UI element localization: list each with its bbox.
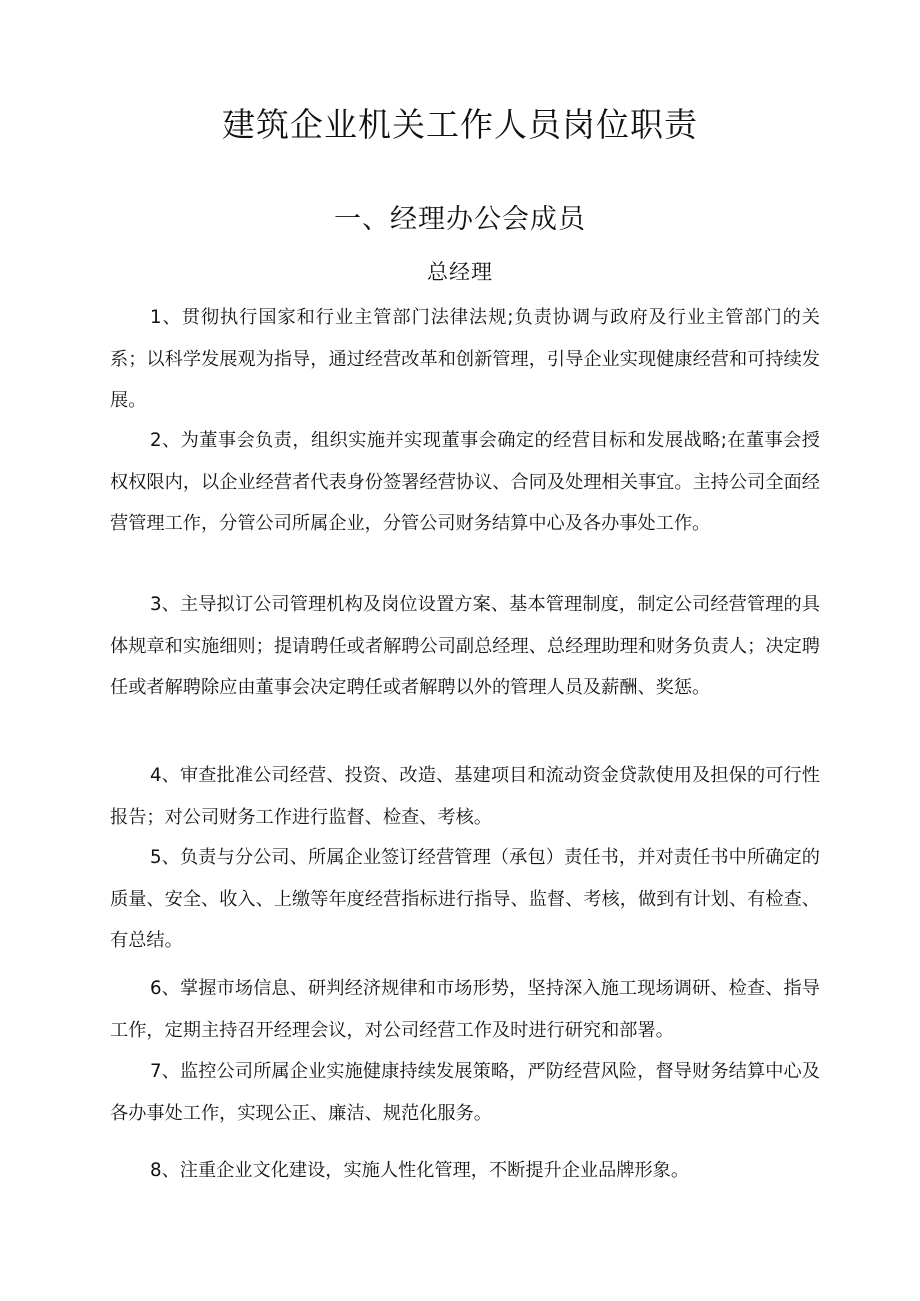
duty-item-1: 1、贯彻执行国家和行业主管部门法律法规;负责协调与政府及行业主管部门的关系；以科学发展观为指导，通过经营改革和创新管理，引导企业实现健康经营和可持续发展。 bbox=[110, 307, 820, 411]
document-title: 建筑企业机关工作人员岗位职责 bbox=[222, 105, 698, 144]
duty-item-8: 8、注重企业文化建设，实施人性化管理，不断提升企业品牌形象。 bbox=[150, 1160, 690, 1181]
duty-item-2: 2、为董事会负责，组织实施并实现董事会确定的经营目标和发展战略;在董事会授权权限内，以企业经营者代表身份签署经营协议、合同及处理相关事宜。主持公司全面经营管理工作，分管公司所属企业，分管公司财务结算中心及各办事处工作。 bbox=[110, 430, 820, 534]
duty-item-4: 4、审查批准公司经营、投资、改造、基建项目和流动资金贷款使用及担保的可行性报告；对公司财务工作进行监督、检查、考核。 bbox=[110, 765, 820, 828]
section-title: 一、经理办公会成员 bbox=[334, 204, 586, 235]
role-title: 总经理 bbox=[427, 260, 493, 284]
duty-item-6: 6、掌握市场信息、研判经济规律和市场形势，坚持深入施工现场调研、检查、指导工作，定期主持召开经理会议，对公司经营工作及时进行研究和部署。 bbox=[110, 978, 820, 1041]
duty-item-7: 7、监控公司所属企业实施健康持续发展策略，严防经营风险，督导财务结算中心及各办事处工作，实现公正、廉洁、规范化服务。 bbox=[110, 1061, 820, 1124]
duty-item-5: 5、负责与分公司、所属企业签订经营管理（承包）责任书，并对责任书中所确定的质量、安全、收入、上缴等年度经营指标进行指导、监督、考核，做到有计划、有检查、有总结。 bbox=[110, 847, 820, 951]
duty-item-3: 3、主导拟订公司管理机构及岗位设置方案、基本管理制度，制定公司经营管理的具体规章和实施细则；提请聘任或者解聘公司副总经理、总经理助理和财务负责人；决定聘任或者解聘除应由董事会决定聘任或者解聘以外的管理人员及薪酬、奖惩。 bbox=[110, 594, 820, 698]
